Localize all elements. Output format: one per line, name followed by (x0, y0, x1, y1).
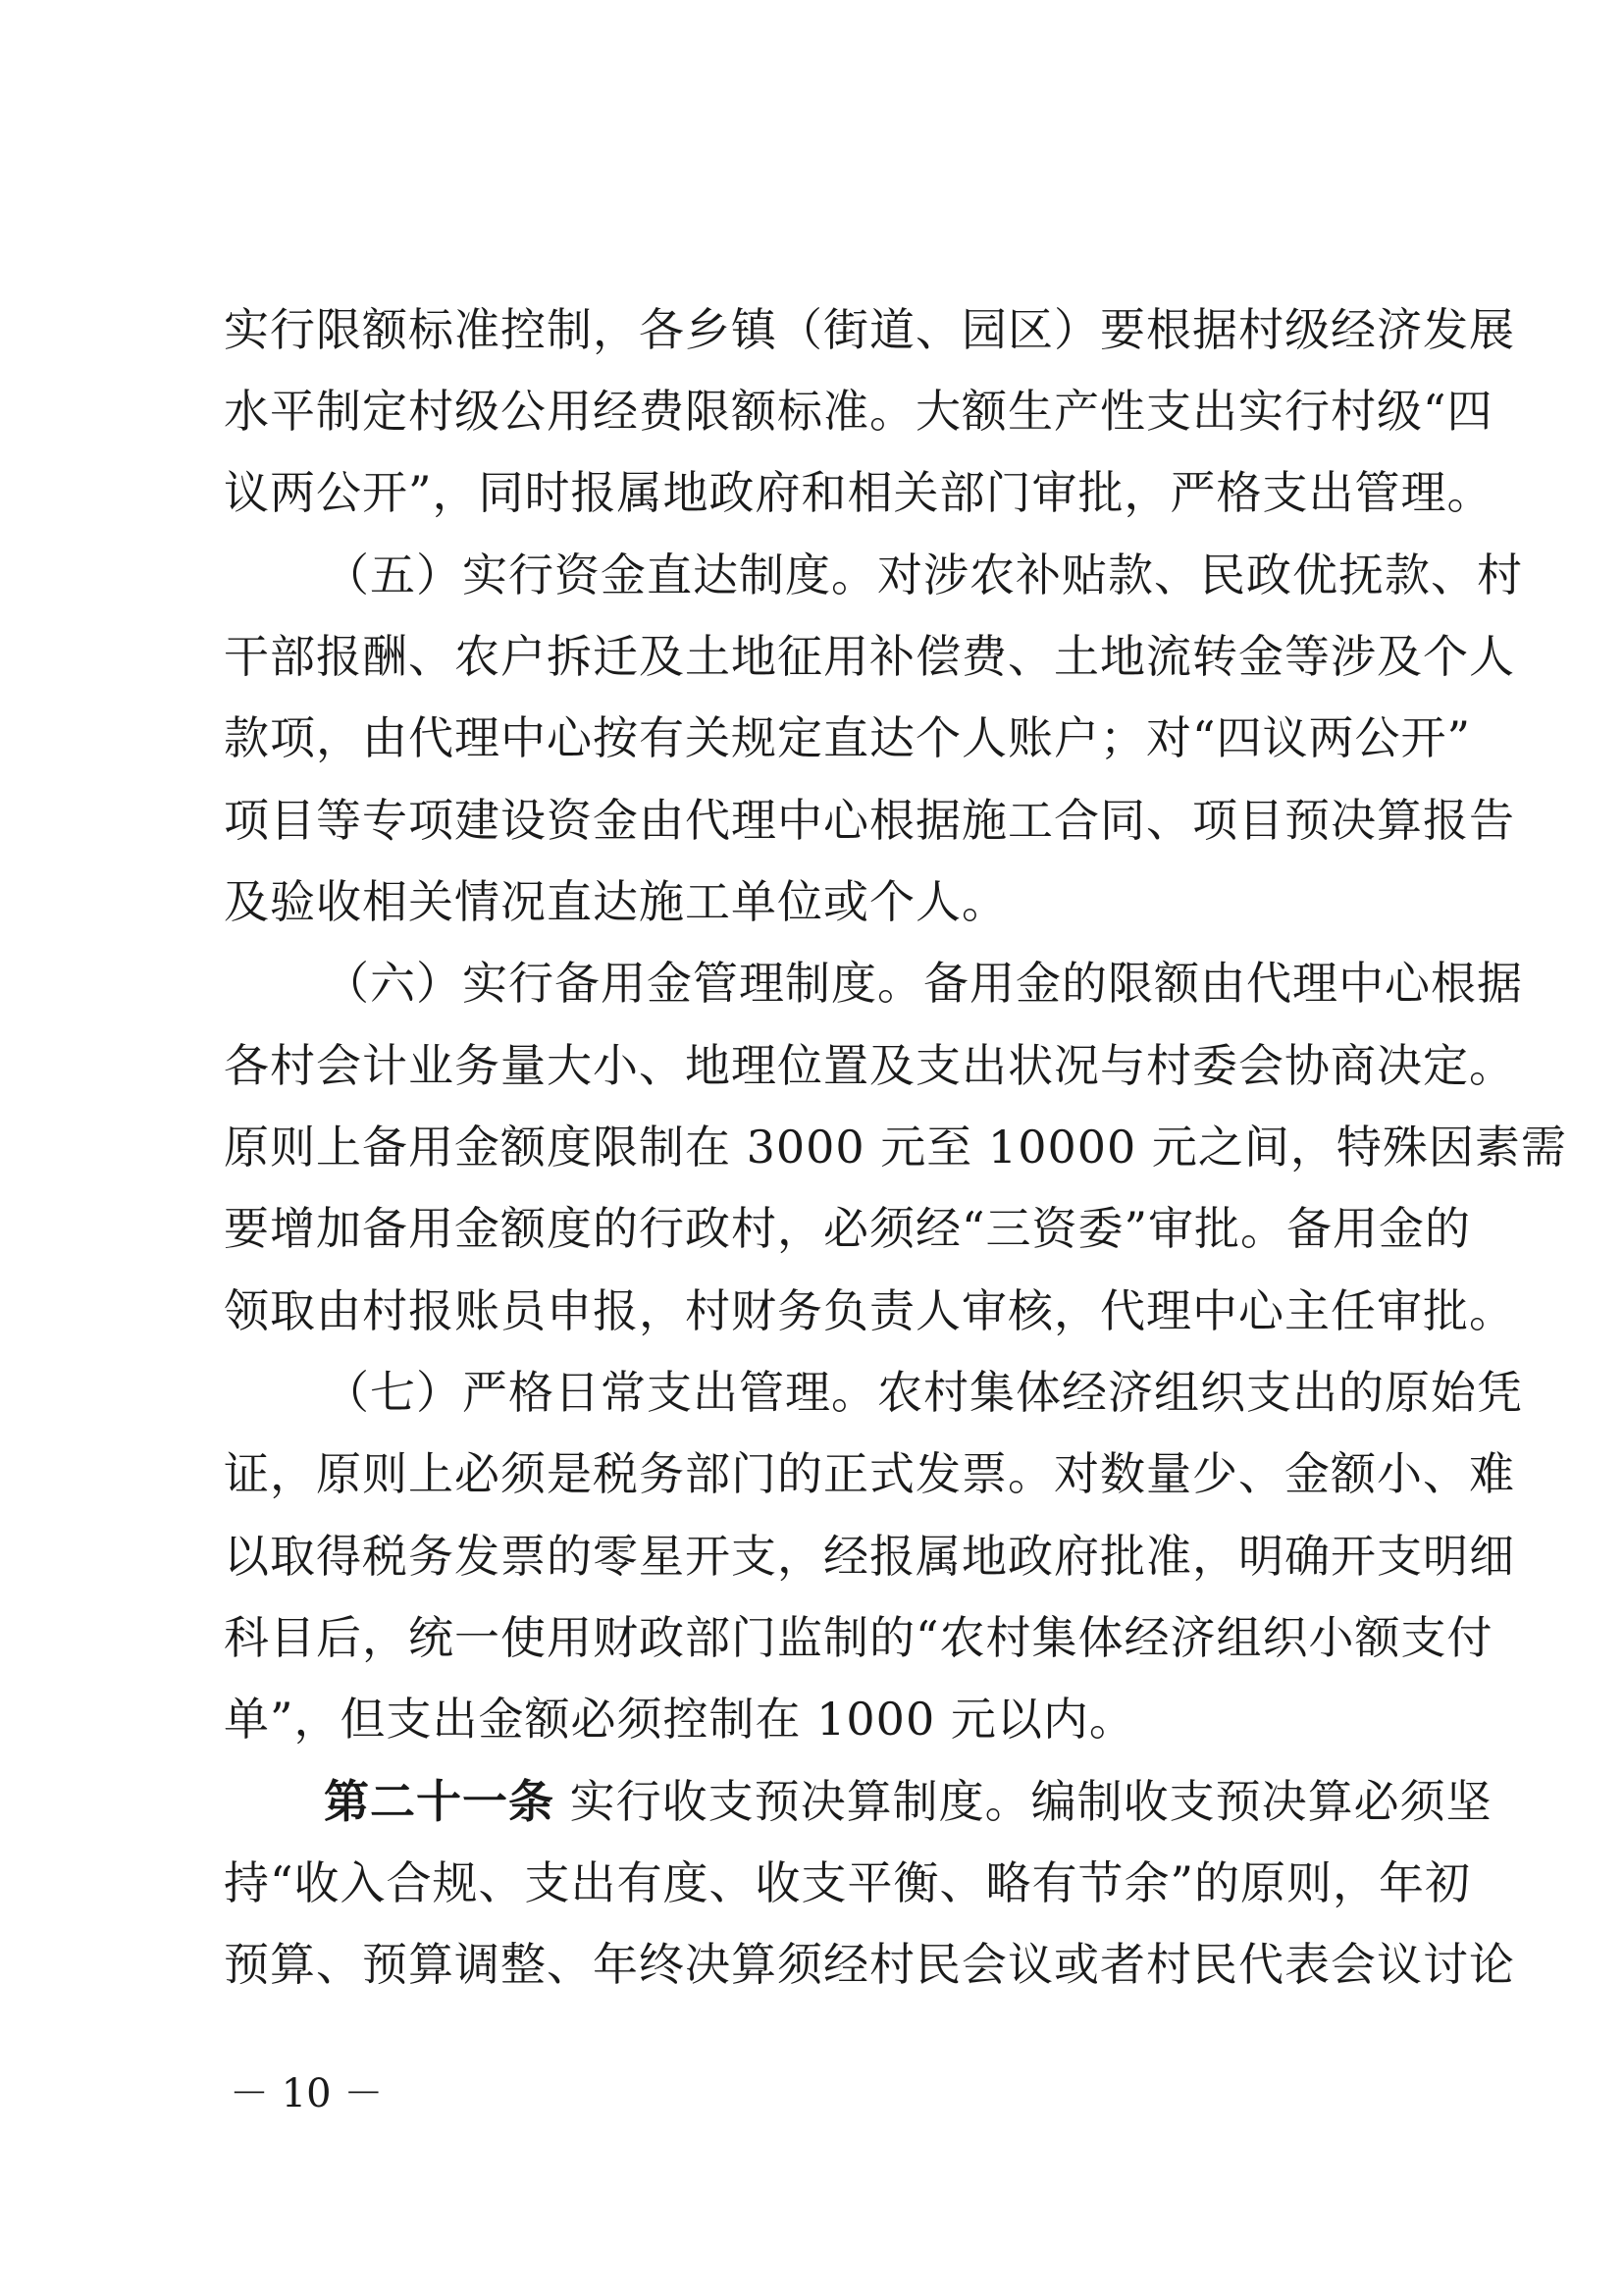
body-line: 水平制定村级公用经费限额标准。大额生产性支出实行村级“四 (224, 385, 1493, 438)
body-line: 及验收相关情况直达施工单位或个人。 (224, 875, 1008, 928)
article-21-text: 实行收支预决算制度。编制收支预决算必须坚 (554, 1775, 1493, 1828)
page-number: － 10 － (230, 2071, 384, 2116)
body-line: 项目等专项建设资金由代理中心根据施工合同、项目预决算报告 (224, 794, 1515, 847)
article-21-lead: 第二十一条 (324, 1775, 554, 1828)
article-21-line (324, 1766, 1493, 1837)
body-line: 干部报酬、农户拆迁及土地征用补偿费、土地流转金等涉及个人 (224, 630, 1515, 683)
paragraph-six-heading-line: （六）实行备用金管理制度。备用金的限额由代理中心根据 (324, 957, 1523, 1010)
paragraph-five-heading-line: （五）实行资金直达制度。对涉农补贴款、民政优抚款、村 (324, 548, 1523, 601)
body-line: 领取由村报账员申报，村财务负责人审核，代理中心主任审批。 (224, 1284, 1515, 1337)
body-line: 原则上备用金额度限制在 3000 元至 10000 元之间，特殊因素需 (224, 1121, 1567, 1174)
body-line: 预算、预算调整、年终决算须经村民会议或者村民代表会议讨论 (224, 1938, 1515, 1991)
body-line: 要增加备用金额度的行政村，必须经“三资委”审批。备用金的 (224, 1202, 1472, 1255)
body-line: 证，原则上必须是税务部门的正式发票。对数量少、金额小、难 (224, 1447, 1515, 1500)
body-line: 实行限额标准控制，各乡镇（街道、园区）要根据村级经济发展 (224, 303, 1515, 356)
body-line: 以取得税务发票的零星开支，经报属地政府批准，明确开支明细 (224, 1530, 1515, 1583)
body-line: 各村会计业务量大小、地理位置及支出状况与村委会协商决定。 (224, 1039, 1515, 1092)
body-line: 议两公开”，同时报属地政府和相关部门审批，严格支出管理。 (224, 466, 1493, 519)
body-line: 款项，由代理中心按有关规定直达个人账户；对“四议两公开” (224, 711, 1472, 764)
body-line: 科目后，统一使用财政部门监制的“农村集体经济组织小额支付 (224, 1611, 1493, 1664)
body-line: 单”，但支出金额必须控制在 1000 元以内。 (224, 1693, 1135, 1746)
paragraph-seven-heading-line: （七）严格日常支出管理。农村集体经济组织支出的原始凭 (324, 1366, 1523, 1419)
body-line: 持“收入合规、支出有度、收支平衡、略有节余”的原则，年初 (224, 1856, 1472, 1909)
